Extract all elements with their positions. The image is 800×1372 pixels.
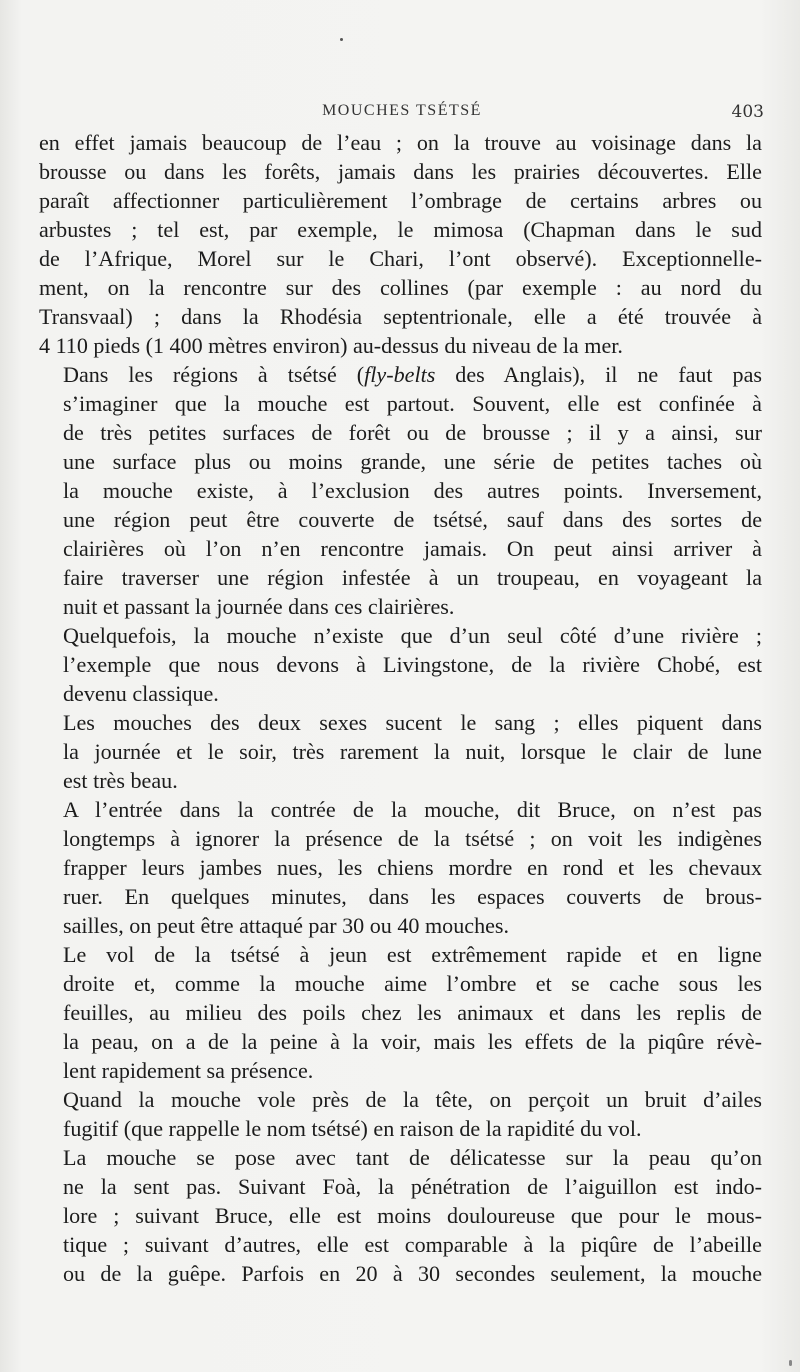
speck: [340, 38, 343, 41]
text-line: Les mouches des deux sexes sucent le sang ; elles piquent dans: [63, 710, 762, 735]
text-line: de l’Afrique, Morel sur le Chari, l’ont observé). Exceptionnelle-: [39, 246, 762, 271]
paragraph: [39, 708, 762, 795]
text-line: ruer. En quelques minutes, dans les espaces couverts de brous-: [63, 884, 762, 909]
text-line: tique ; suivant d’autres, elle est comparable à la piqûre de l’abeille: [63, 1232, 762, 1257]
text-line: frapper leurs jambes nues, les chiens mordre en rond et les chevaux: [63, 855, 762, 880]
text-line: lent rapidement sa présence.: [63, 1058, 314, 1083]
text-line: devenu classique.: [63, 681, 219, 706]
text-line: nuit et passant la journée dans ces clairières.: [63, 594, 455, 619]
running-title: MOUCHES TSÉTSÉ: [322, 102, 482, 119]
text-line: La mouche se pose avec tant de délicatesse sur la peau qu’on: [63, 1145, 762, 1170]
paragraph: [39, 795, 762, 940]
paragraph: [39, 940, 762, 1085]
text-line: paraît affectionner particulièrement l’ombrage de certains arbres ou: [39, 188, 762, 213]
text-line: A l’entrée dans la contrée de la mouche, dit Bruce, on n’est pas: [63, 797, 762, 822]
paragraph: [39, 621, 762, 708]
text-line: Transvaal) ; dans la Rhodésia septentrionale, elle a été trouvée à: [39, 304, 762, 329]
paragraph: [39, 360, 762, 621]
text-line: Quelquefois, la mouche n’existe que d’un seul côté d’une rivière ;: [63, 623, 762, 648]
speck: [789, 1360, 792, 1366]
page-number: 403: [731, 102, 764, 122]
text-line: est très beau.: [63, 768, 178, 793]
text-line: la mouche existe, à l’exclusion des autres points. Inversement,: [63, 478, 762, 503]
text-line: faire traverser une région infestée à un troupeau, en voyageant la: [63, 565, 762, 590]
text-line: ne la sent pas. Suivant Foà, la pénétration de l’aiguillon est indo-: [63, 1174, 762, 1199]
text-line: Dans les régions à tsétsé (fly-belts des Anglais), il ne faut pas: [63, 362, 762, 387]
text-line: feuilles, au milieu des poils chez les animaux et dans les replis de: [63, 1000, 762, 1025]
text-line: la peau, on a de la peine à la voir, mais les effets de la piqûre révè-: [63, 1029, 762, 1054]
text-line: s’imaginer que la mouche est partout. Souvent, elle est confinée à: [63, 391, 762, 416]
text-line: Le vol de la tsétsé à jeun est extrêmement rapide et en ligne: [63, 942, 762, 967]
text-line: longtemps à ignorer la présence de la tsétsé ; on voit les indigènes: [63, 826, 762, 851]
paragraph: [39, 1085, 762, 1143]
paragraph: [39, 1143, 762, 1288]
text-line: sailles, on peut être attaqué par 30 ou 40 mouches.: [63, 913, 510, 938]
text-line: fugitif (que rappelle le nom tsétsé) en raison de la rapidité du vol.: [63, 1116, 642, 1141]
page-header: [40, 96, 764, 126]
text-line: en effet jamais beaucoup de l’eau ; on la trouve au voisinage dans la: [39, 130, 762, 155]
text-line: de très petites surfaces de forêt ou de brousse ; il y a ainsi, sur: [63, 420, 762, 445]
text-line: clairières où l’on n’en rencontre jamais. On peut ainsi arriver à: [63, 536, 762, 561]
text-line: droite et, comme la mouche aime l’ombre et se cache sous les: [63, 971, 762, 996]
text-line: la journée et le soir, très rarement la nuit, lorsque le clair de lune: [63, 739, 762, 764]
text-line: ou de la guêpe. Parfois en 20 à 30 secondes seulement, la mouche: [63, 1261, 762, 1286]
text-line: ment, on la rencontre sur des collines (par exemple : au nord du: [39, 275, 762, 300]
text-line: une surface plus ou moins grande, une série de petites taches où: [63, 449, 762, 474]
body-text: [39, 128, 762, 1288]
text-line: Quand la mouche vole près de la tête, on perçoit un bruit d’ailes: [63, 1087, 762, 1112]
text-line: une région peut être couverte de tsétsé, sauf dans des sortes de: [63, 507, 762, 532]
text-line: brousse ou dans les forêts, jamais dans les prairies découvertes. Elle: [39, 159, 762, 184]
text-line: l’exemple que nous devons à Livingstone, de la rivière Chobé, est: [63, 652, 762, 677]
paragraph: [39, 128, 762, 360]
text-line: arbustes ; tel est, par exemple, le mimosa (Chapman dans le sud: [39, 217, 762, 242]
text-line: 4 110 pieds (1 400 mètres environ) au-dessus du niveau de la mer.: [39, 333, 623, 358]
italic-term: fly-belts: [364, 362, 436, 387]
text-line: lore ; suivant Bruce, elle est moins douloureuse que pour le mous-: [63, 1203, 762, 1228]
